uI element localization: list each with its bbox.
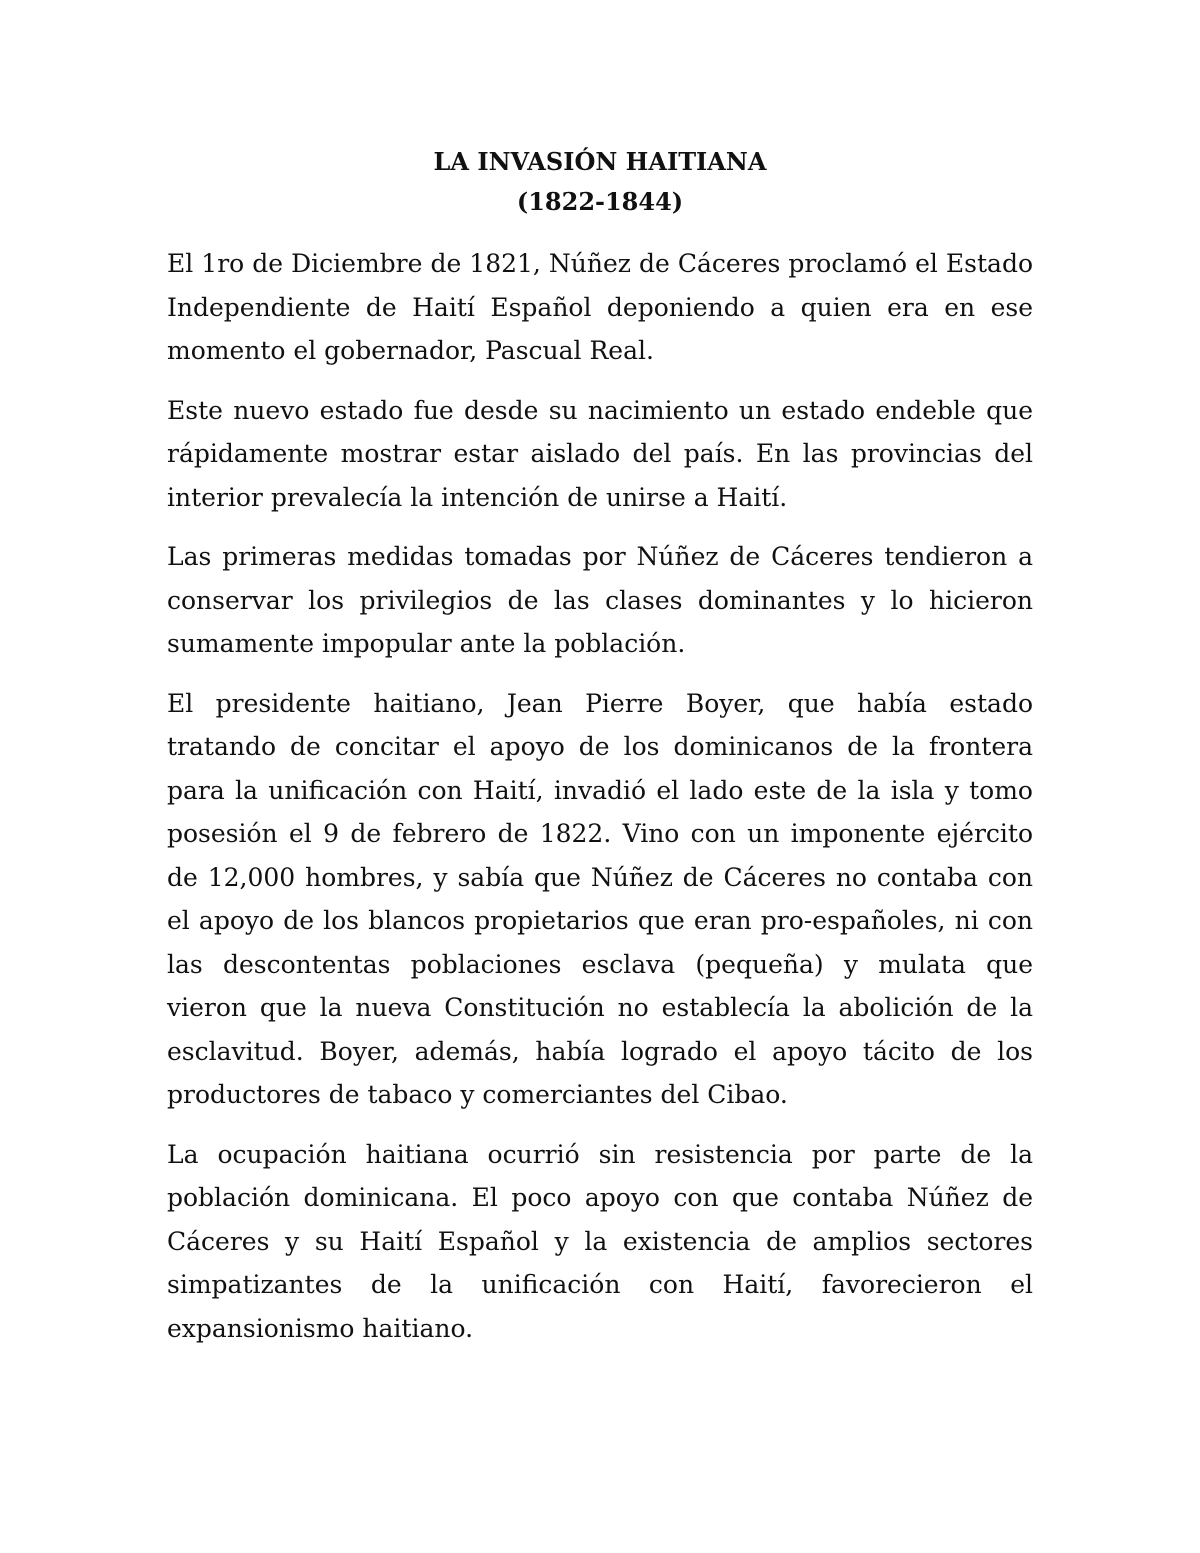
document-body [167,142,1033,1366]
title-block [167,142,1033,222]
paragraph-2: Este nuevo estado fue desde su nacimiento un estado endeble que rápidamente mostrar estar aislado del país. En las provincias del interior prevalecía la intención de unirse a Haití. [167,395,1033,512]
paragraph-4: El presidente haitiano, Jean Pierre Boyer, que había estado tratando de concitar el apoyo de los dominicanos de la frontera para la unificación con Haití, invadió el lado este de la isla y tomo posesión el 9 de febrero de 1822. Vino con un imponente ejército de 12,000 hombres, y sabía que Núñez de Cáceres no contaba con el apoyo de los blancos propietarios que eran pro-españoles, ni con las descontentas poblaciones esclava (pequeña) y mulata que vieron que la nueva Constitución no establecía la abolición de la esclavitud. Boyer, además, había logrado el apoyo tácito de los productores de tabaco y comerciantes del Cibao. [167,688,1033,1109]
paragraph-3: Las primeras medidas tomadas por Núñez de Cáceres tendieron a conservar los privilegios de las clases dominantes y lo hicieron sumamente impopular ante la población. [167,542,1033,658]
paragraph-1: El 1ro de Diciembre de 1821, Núñez de Cáceres proclamó el Estado Independiente de Haití Español deponiendo a quien era en ese momento el gobernador, Pascual Real. [167,249,1033,365]
document-title: LA INVASIÓN HAITIANA [433,147,767,176]
document-subtitle: (1822-1844) [516,187,684,216]
paragraph-5: La ocupación haitiana ocurrió sin resistencia por parte de la población dominicana. El poco apoyo con que contaba Núñez de Cáceres y su Haití Español y la existencia de amplios sectores simpatizantes de la unificación con Haití, favorecieron el expansionismo haitiano. [167,1139,1033,1343]
